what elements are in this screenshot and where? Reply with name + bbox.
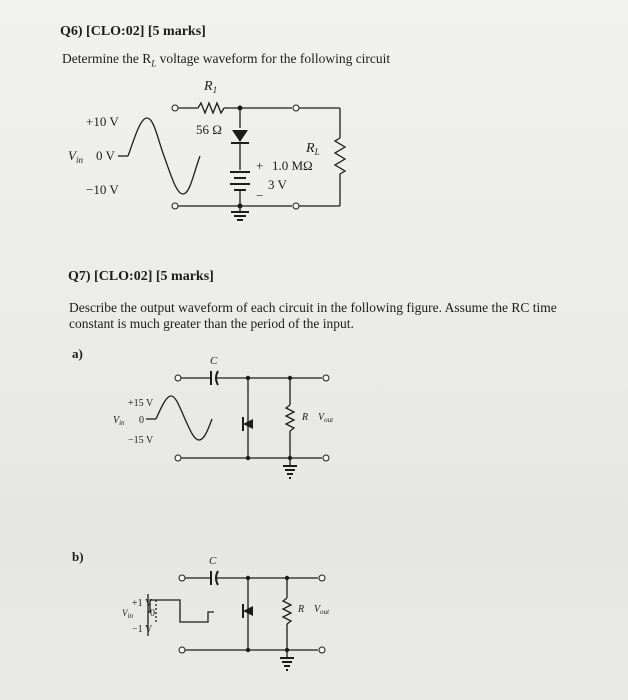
q7-b-label: b): [72, 549, 84, 564]
q6-question-sub: L: [151, 58, 157, 69]
q7-b-r-label: R: [298, 604, 305, 615]
q7-b-junction: [246, 648, 250, 652]
q6-battery-value: 3 V: [268, 177, 287, 192]
q6-rl-label: $R_L$: [306, 141, 320, 157]
q7-b-resistor: [283, 598, 291, 624]
q7-b-vin-label: $V_{in}$: [122, 608, 133, 620]
q7-b-c-label: C: [209, 555, 217, 567]
q6-heading: Q6) [CLO:02] [5 marks]: [60, 24, 206, 39]
q7-a-r-label: R: [302, 412, 309, 423]
q7-a-c-label: C: [210, 355, 218, 367]
q7-a-vout-label: $V_{out}$: [318, 412, 334, 424]
q7-a-label: a): [72, 346, 83, 361]
q7-b-input-terminal-bottom: [179, 647, 185, 653]
q7-a-vpos-label: +15 V: [128, 398, 154, 409]
q7-b-vout-label: $V_{out}$: [314, 604, 330, 616]
q7-b-junction: [285, 648, 289, 652]
q7-b-output-terminal-bottom: [319, 647, 325, 653]
q6-vin-label: $V_{in}$: [68, 148, 83, 165]
q7-a-vin-label: $V_{in}$: [113, 415, 125, 427]
q7-b-input-terminal-top: [179, 575, 185, 581]
q7-b-square-waveform: [148, 600, 214, 622]
q6-vpos-label: +10 V: [86, 114, 119, 129]
q7-a-vneg-label: −15 V: [128, 435, 154, 446]
q7-b-vzero-label: 0: [150, 608, 155, 619]
q7-heading: Q7) [CLO:02] [5 marks]: [68, 269, 214, 284]
q7-line2: constant is much greater than the period of the input.: [69, 316, 354, 331]
q6-rl-value: 1.0 MΩ: [272, 158, 313, 173]
q6-r1-label: $R_1$: [204, 79, 218, 95]
q6-question-rest: voltage waveform for the following circuit: [156, 51, 391, 66]
q6-r1-value: 56 Ω: [196, 122, 222, 137]
q7-line1: Describe the output waveform of each circuit in the following figure. Assume the RC time: [69, 300, 557, 315]
q6-vneg-label: −10 V: [86, 182, 119, 197]
q7-a-vzero-label: 0: [139, 415, 144, 426]
q7-b-vneg-label: −1 V: [132, 624, 153, 635]
q7-b-vpos-label: +1 V: [132, 598, 153, 609]
q7-b-output-terminal-top: [319, 575, 325, 581]
q6-question-start: Determine the R: [62, 51, 152, 66]
q6-vzero-label: 0 V: [96, 148, 115, 163]
q6-battery-minus: −: [256, 188, 264, 203]
q6-battery-plus: +: [256, 158, 264, 173]
